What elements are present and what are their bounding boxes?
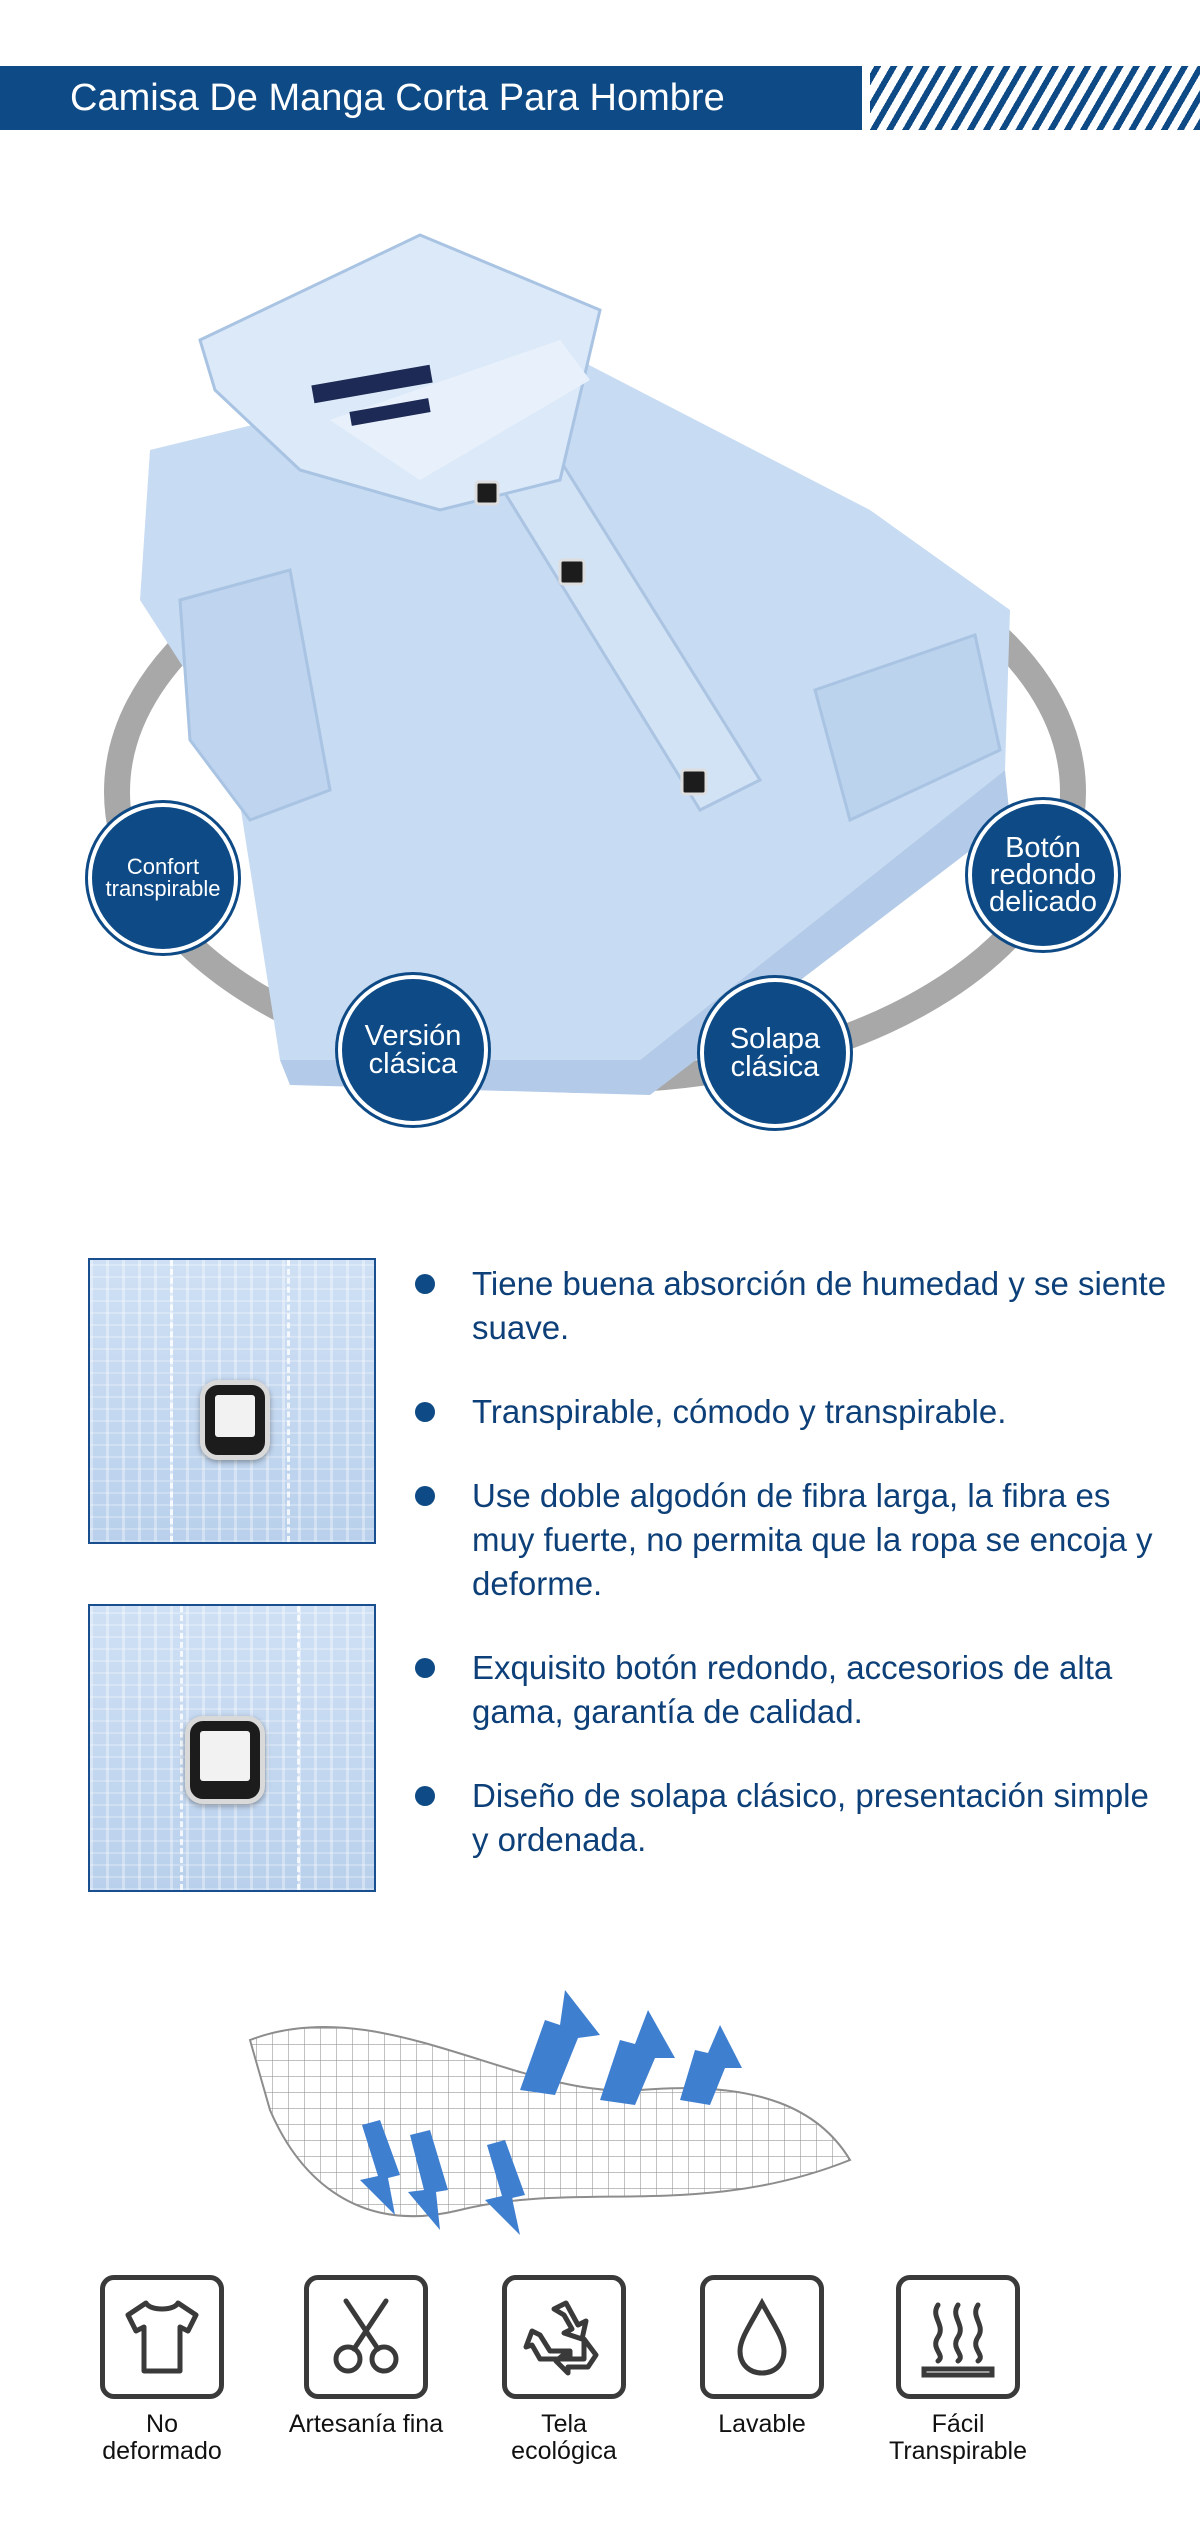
- care-icon-facil-transpirable: Fácil Transpirable: [858, 2275, 1058, 2465]
- list-item: Exquisito botón redondo, accesorios de alta gama, garantía de calidad.: [410, 1646, 1170, 1734]
- title-banner: [0, 66, 862, 130]
- heat-waves-icon: [896, 2275, 1020, 2399]
- care-icon-lavable: Lavable: [662, 2275, 862, 2438]
- list-item: Use doble algodón de fibra larga, la fibra es muy fuerte, no permita que la ropa se encoja y deforme.: [410, 1474, 1170, 1606]
- recycle-icon: [502, 2275, 626, 2399]
- badge-boton-redondo-delicado: Botón redondo delicado: [968, 800, 1118, 950]
- breathable-fabric-illustration: [0, 1980, 1200, 2260]
- badge-confort-transpirable: Confort transpirable: [88, 803, 238, 953]
- product-hero: [0, 180, 1200, 1140]
- badge-solapa-clasica: Solapa clásica: [700, 978, 850, 1128]
- bullet-icon: [415, 1658, 435, 1678]
- bullet-icon: [415, 1274, 435, 1294]
- shirt-image: [140, 235, 1010, 1095]
- button-detail-image-2: [88, 1604, 376, 1892]
- badge-version-clasica: Versión clásica: [338, 975, 488, 1125]
- banner-stripes-decoration: [870, 66, 1200, 130]
- button-detail-image-1: [88, 1258, 376, 1544]
- list-item: Tiene buena absorción de humedad y se siente suave.: [410, 1262, 1170, 1350]
- scissors-icon: [304, 2275, 428, 2399]
- shirt-illustration: [0, 180, 1200, 1140]
- care-icon-artesania-fina: Artesanía fina: [266, 2275, 466, 2438]
- bullet-icon: [415, 1402, 435, 1422]
- water-drop-icon: [700, 2275, 824, 2399]
- bullet-icon: [415, 1486, 435, 1506]
- list-item: Transpirable, cómodo y transpirable.: [410, 1390, 1170, 1434]
- care-icon-tela-ecologica: Tela ecológica: [464, 2275, 664, 2465]
- tshirt-icon: [100, 2275, 224, 2399]
- feature-list: [410, 1262, 1170, 1862]
- bullet-icon: [415, 1786, 435, 1806]
- page-title: Camisa De Manga Corta Para Hombre: [70, 77, 725, 119]
- care-icon-no-deformado: No deformado: [62, 2275, 262, 2465]
- list-item: Diseño de solapa clásico, presentación simple y ordenada.: [410, 1774, 1170, 1862]
